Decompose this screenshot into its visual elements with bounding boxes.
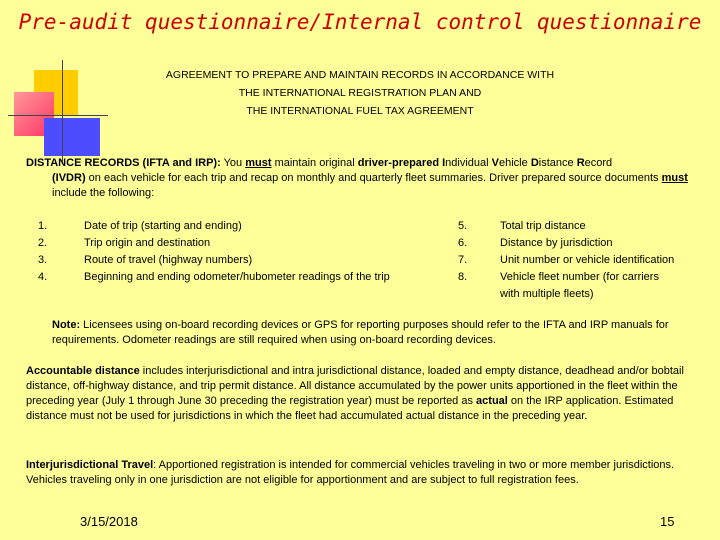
list-item <box>38 252 438 269</box>
decorative-horizontal-line <box>8 115 108 116</box>
list-text: Route of travel (highway numbers) <box>84 254 253 266</box>
distance-ending: include the following: <box>52 187 155 199</box>
list-text: Total trip distance <box>500 220 586 232</box>
list-item <box>458 218 708 235</box>
list-text: Beginning and ending odometer/hubometer readings of the trip <box>84 271 390 283</box>
requirements-list-right <box>458 218 708 303</box>
list-item <box>458 269 708 286</box>
list-number: 2. <box>38 237 48 249</box>
list-item <box>38 269 438 286</box>
list-item <box>38 235 438 252</box>
page-number: 15 <box>660 514 675 529</box>
ivdr-word-2: ehicle <box>499 157 528 169</box>
distance-records-paragraph <box>26 156 696 201</box>
list-text: Distance by jurisdiction <box>500 237 613 249</box>
note-label: Note: <box>52 319 81 331</box>
ivdr-letter-i: I <box>442 157 446 169</box>
distance-must-2: must <box>661 172 688 184</box>
list-text: with multiple fleets) <box>500 288 594 300</box>
requirements-list-left <box>38 218 438 286</box>
accountable-text-2: on the IRP application. Estimated distance must not be used for jurisdictions in which the fleet had accumulated actual distance in the preceding year. <box>26 395 674 422</box>
accountable-actual: actual <box>476 395 508 407</box>
distance-must: must <box>245 157 272 169</box>
list-number: 3. <box>38 254 48 266</box>
list-text: Unit number or vehicle identification <box>500 254 675 266</box>
slide-title: Pre-audit questionnaire/Internal control questionnaire <box>18 10 702 34</box>
list-number: 4. <box>38 271 48 283</box>
interjurisdictional-label: Interjurisdictional Travel <box>26 459 154 471</box>
list-number <box>458 286 500 303</box>
list-item <box>458 235 708 252</box>
decorative-vertical-line <box>62 60 63 164</box>
agreement-line-2: THE INTERNATIONAL REGISTRATION PLAN AND <box>238 87 482 99</box>
ivdr-word-4: ecord <box>584 157 613 169</box>
ivdr-letter-d: D <box>530 157 539 169</box>
list-item <box>458 252 708 269</box>
distance-text-2: maintain original <box>274 157 355 169</box>
agreement-heading <box>110 66 610 120</box>
ivdr-letter-v: V <box>491 157 499 169</box>
ivdr-word-1: ndividual <box>445 157 489 169</box>
distance-continuation-block <box>26 171 696 201</box>
list-text: Trip origin and destination <box>84 237 211 249</box>
ivdr-abbrev: (IVDR) <box>52 172 86 184</box>
interjurisdictional-text: : Apportioned registration is intended for commercial vehicles traveling in two or more member jurisdictions. Vehicles traveling only in one jurisdiction are not eligible for apportionment and are subject to full registration fees. <box>26 459 675 486</box>
agreement-line-1: AGREEMENT TO PREPARE AND MAINTAIN RECORDS IN ACCORDANCE WITH <box>165 69 555 81</box>
list-number: 6. <box>458 237 468 249</box>
list-number: 1. <box>38 220 48 232</box>
accountable-distance-paragraph <box>26 364 696 424</box>
distance-text-1: You <box>223 157 243 169</box>
driver-prepared: driver-prepared <box>357 157 440 169</box>
interjurisdictional-paragraph <box>26 458 696 488</box>
decorative-blue-square <box>44 118 100 156</box>
list-number: 8. <box>458 271 468 283</box>
footer-date: 3/15/2018 <box>80 514 138 529</box>
list-number: 7. <box>458 254 468 266</box>
accountable-text-1: includes interjurisdictional and intra jurisdictional distance, loaded and empty distance, deadhead and/or bobtail distance, off-highway distance, and trip permit distance. All distance accumulated by the power units apportioned in the fleet within the preceding year (July 1 through June 30 preceding the registration year) must be reported as <box>26 365 684 407</box>
list-text: Date of trip (starting and ending) <box>84 220 242 232</box>
ivdr-letter-r: R <box>576 157 585 169</box>
note-paragraph <box>52 318 692 348</box>
ivdr-word-3: istance <box>538 157 574 169</box>
accountable-label: Accountable distance <box>26 365 140 377</box>
note-text: Licensees using on-board recording devices or GPS for reporting purposes should refer to the IFTA and IRP manuals for requirements. Odometer readings are still required when using on-board recording devices. <box>52 319 669 346</box>
list-text: Vehicle fleet number (for carriers <box>500 271 659 283</box>
agreement-line-3: THE INTERNATIONAL FUEL TAX AGREEMENT <box>246 105 474 117</box>
list-number: 5. <box>458 220 468 232</box>
list-item <box>458 286 708 303</box>
list-item <box>38 218 438 235</box>
distance-records-heading: DISTANCE RECORDS (IFTA and IRP): <box>26 157 221 169</box>
distance-continuation: on each vehicle for each trip and recap on monthly and quarterly fleet summaries. Driver prepared source documents <box>88 172 659 184</box>
